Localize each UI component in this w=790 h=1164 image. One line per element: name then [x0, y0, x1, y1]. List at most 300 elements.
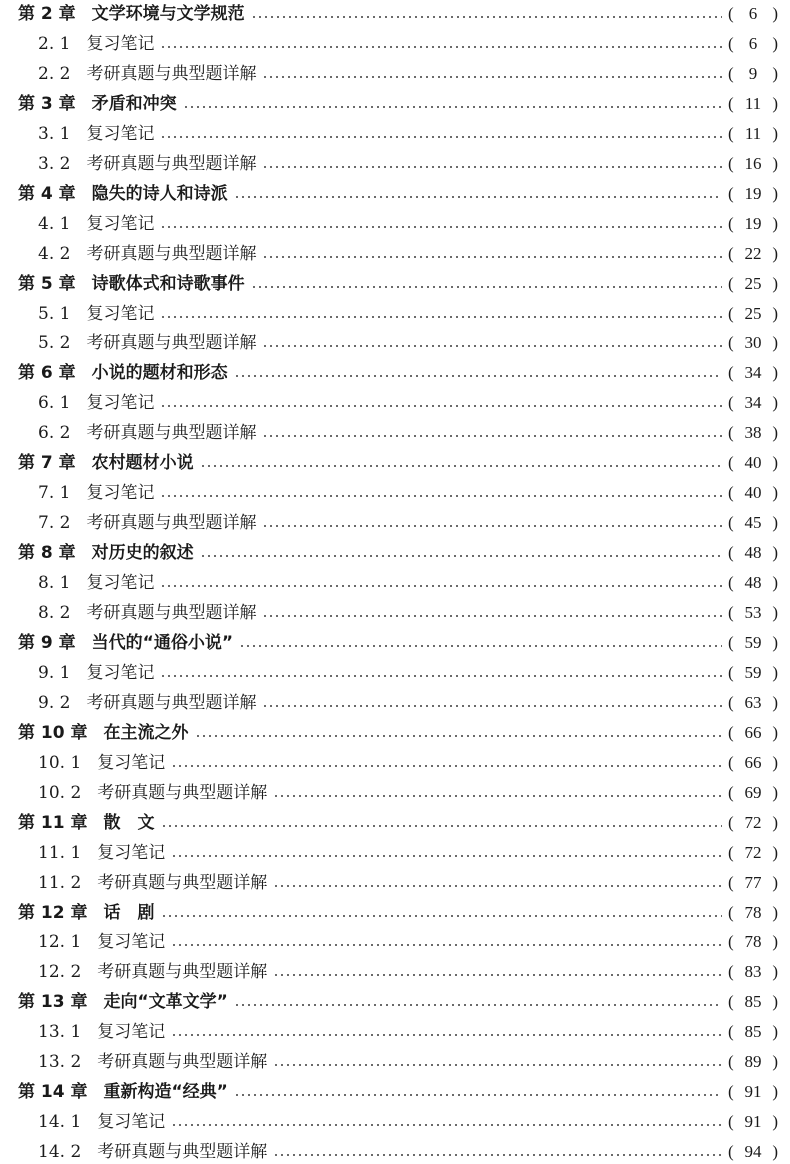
toc-entry-title: 考研真题与典型题详解 [86, 333, 257, 354]
toc-section-row[interactable] [0, 930, 790, 954]
toc-entry-title: 考研真题与典型题详解 [86, 692, 257, 713]
toc-entry-number: 13. 2 [38, 1052, 82, 1073]
toc-entry-number: 第 5 章 [18, 273, 76, 294]
toc-chapter-row[interactable] [0, 361, 790, 385]
toc-page-number: 48 [744, 573, 762, 593]
dot-leader [171, 1124, 722, 1126]
toc-page-number: 19 [744, 213, 762, 233]
toc-page-ref [728, 152, 778, 176]
dot-leader [262, 615, 722, 617]
toc-entry-number: 10. 2 [38, 782, 82, 803]
dot-leader [239, 645, 722, 647]
toc-page-number: 66 [744, 722, 762, 742]
toc-section-row[interactable] [0, 871, 790, 895]
right-paren: ) [772, 4, 778, 23]
toc-page-ref [728, 1110, 778, 1134]
toc-entry-title: 复习笔记 [86, 393, 155, 414]
left-paren: ( [728, 423, 734, 443]
left-paren: ( [728, 333, 734, 353]
right-paren: ) [772, 393, 778, 413]
toc-page-ref [728, 122, 778, 146]
dot-leader [171, 765, 722, 767]
toc-page-number: 85 [744, 1022, 762, 1042]
dot-leader [160, 405, 722, 407]
dot-leader [160, 46, 722, 48]
right-paren: ) [772, 603, 778, 622]
toc-entry-number: 11. 1 [38, 842, 82, 863]
toc-entry-number: 第 13 章 [18, 992, 88, 1013]
toc-page-ref [728, 960, 778, 984]
toc-page-number: 34 [744, 393, 762, 413]
toc-page-number: 59 [744, 662, 762, 682]
toc-page-number: 78 [744, 902, 762, 922]
toc-entry-title: 考研真题与典型题详解 [97, 962, 268, 983]
toc-section-row[interactable] [0, 481, 790, 505]
dot-leader [262, 166, 722, 168]
toc-page-number: 45 [744, 513, 762, 533]
left-paren: ( [728, 33, 734, 53]
toc-entry-title: 复习笔记 [86, 213, 155, 234]
toc-section-row[interactable] [0, 960, 790, 984]
dot-leader [234, 1004, 722, 1006]
toc-section-row[interactable] [0, 1140, 790, 1164]
toc-entry-number: 第 7 章 [18, 453, 76, 474]
toc-page-number: 6 [748, 4, 758, 23]
toc-entry-number: 第 3 章 [18, 93, 76, 114]
toc-entry-number: 2. 2 [38, 63, 71, 84]
toc-entry-title: 矛盾和冲突 [91, 93, 177, 114]
toc-entry-title: 考研真题与典型题详解 [97, 782, 268, 803]
dot-leader [171, 855, 722, 857]
right-paren: ) [772, 692, 778, 712]
dot-leader [183, 106, 722, 108]
dot-leader [160, 226, 722, 228]
toc-entry-title: 考研真题与典型题详解 [97, 1052, 268, 1073]
toc-chapter-row[interactable] [0, 990, 790, 1014]
left-paren: ( [728, 393, 734, 413]
toc-entry-number: 3. 1 [38, 123, 71, 144]
right-paren: ) [772, 303, 778, 323]
toc-page-ref [728, 841, 778, 865]
toc-entry-title: 考研真题与典型题详解 [86, 153, 257, 174]
toc-section-row[interactable] [0, 841, 790, 865]
toc-entry-title: 考研真题与典型题详解 [86, 513, 257, 534]
toc-section-row[interactable] [0, 1020, 790, 1044]
toc-entry-number: 12. 2 [38, 962, 82, 983]
right-paren: ) [772, 962, 778, 982]
toc-section-row[interactable] [0, 242, 790, 266]
toc-page-ref [728, 811, 778, 835]
right-paren: ) [772, 812, 778, 832]
right-paren: ) [772, 183, 778, 203]
right-paren: ) [772, 902, 778, 922]
left-paren: ( [728, 872, 734, 892]
dot-leader [160, 316, 722, 318]
toc-section-row[interactable] [0, 601, 790, 625]
toc-section-row[interactable] [0, 691, 790, 715]
left-paren: ( [728, 603, 734, 622]
right-paren: ) [772, 93, 778, 113]
right-paren: ) [772, 123, 778, 143]
toc-page-ref [728, 1140, 778, 1164]
right-paren: ) [772, 1142, 778, 1162]
toc-entry-title: 复习笔记 [97, 1112, 166, 1133]
left-paren: ( [728, 692, 734, 712]
right-paren: ) [772, 543, 778, 563]
toc-entry-number: 4. 2 [38, 243, 71, 264]
toc-page-ref [728, 302, 778, 326]
toc-page-ref [728, 901, 778, 925]
toc-page-ref [728, 272, 778, 296]
toc-entry-title: 小说的题材和形态 [91, 363, 228, 384]
toc-entry-number: 10. 1 [38, 752, 82, 773]
toc-entry-number: 第 4 章 [18, 183, 76, 204]
right-paren: ) [772, 992, 778, 1012]
right-paren: ) [772, 243, 778, 263]
toc-section-row[interactable] [0, 1110, 790, 1134]
toc-page-number: 72 [744, 842, 762, 862]
right-paren: ) [772, 33, 778, 53]
toc-page-number: 53 [744, 603, 762, 622]
left-paren: ( [728, 153, 734, 173]
toc-page-number: 59 [744, 632, 762, 652]
toc-page-ref [728, 930, 778, 954]
toc-entry-title: 考研真题与典型题详解 [86, 243, 257, 264]
toc-entry-title: 复习笔记 [86, 123, 155, 144]
toc-section-row[interactable] [0, 751, 790, 775]
left-paren: ( [728, 1082, 734, 1102]
toc-entry-title: 复习笔记 [97, 842, 166, 863]
toc-page-ref [728, 541, 778, 565]
toc-chapter-row[interactable] [0, 541, 790, 565]
right-paren: ) [772, 1112, 778, 1132]
dot-leader [160, 136, 722, 138]
right-paren: ) [772, 483, 778, 503]
left-paren: ( [728, 1112, 734, 1132]
toc-page-number: 38 [744, 423, 762, 443]
left-paren: ( [728, 93, 734, 113]
toc-entry-number: 6. 1 [38, 393, 71, 414]
right-paren: ) [772, 273, 778, 293]
left-paren: ( [728, 483, 734, 503]
toc-entry-number: 9. 2 [38, 692, 71, 713]
toc-page-number: 91 [744, 1112, 762, 1132]
dot-leader [273, 1064, 722, 1066]
right-paren: ) [772, 782, 778, 802]
toc-page-ref [728, 571, 778, 595]
toc-entry-number: 9. 1 [38, 662, 71, 683]
left-paren: ( [728, 183, 734, 203]
toc-section-row[interactable] [0, 661, 790, 685]
toc-entry-number: 4. 1 [38, 213, 71, 234]
toc-page-number: 89 [744, 1052, 762, 1072]
toc-page-ref [728, 601, 778, 625]
dot-leader [160, 495, 722, 497]
left-paren: ( [728, 573, 734, 593]
dot-leader [273, 885, 722, 887]
toc-section-row[interactable] [0, 391, 790, 415]
left-paren: ( [728, 243, 734, 263]
toc-chapter-row[interactable] [0, 92, 790, 116]
right-paren: ) [772, 213, 778, 233]
left-paren: ( [728, 722, 734, 742]
toc-chapter-row[interactable] [0, 451, 790, 475]
left-paren: ( [728, 752, 734, 772]
toc-page-number: 19 [744, 183, 762, 203]
left-paren: ( [728, 1052, 734, 1072]
toc-entry-title: 农村题材小说 [91, 453, 194, 474]
dot-leader [251, 286, 722, 288]
toc-entry-number: 第 10 章 [18, 722, 88, 743]
toc-section-row[interactable] [0, 511, 790, 535]
toc-page-ref [728, 1080, 778, 1104]
left-paren: ( [728, 543, 734, 563]
toc-page-number: 48 [744, 543, 762, 563]
toc-entry-number: 第 11 章 [18, 812, 88, 833]
toc-page-number: 40 [744, 453, 762, 473]
toc-entry-title: 诗歌体式和诗歌事件 [91, 273, 245, 294]
toc-section-row[interactable] [0, 302, 790, 326]
toc-page-number: 94 [744, 1142, 762, 1162]
toc-chapter-row[interactable] [0, 631, 790, 655]
right-paren: ) [772, 842, 778, 862]
toc-page-ref [728, 331, 778, 355]
toc-entry-title: 复习笔记 [86, 662, 155, 683]
right-paren: ) [772, 872, 778, 892]
dot-leader [161, 915, 723, 917]
toc-page-ref [728, 421, 778, 445]
toc-entry-title: 复习笔记 [97, 1022, 166, 1043]
toc-entry-number: 7. 2 [38, 513, 71, 534]
toc-page-number: 34 [744, 363, 762, 383]
toc-section-row[interactable] [0, 571, 790, 595]
toc-page-ref [728, 481, 778, 505]
toc-entry-number: 11. 2 [38, 872, 82, 893]
toc-page-ref [728, 1020, 778, 1044]
toc-section-row[interactable] [0, 152, 790, 176]
toc-page-ref [728, 871, 778, 895]
toc-entry-title: 复习笔记 [86, 483, 155, 504]
toc-page-number: 22 [744, 243, 762, 263]
toc-entry-number: 13. 1 [38, 1022, 82, 1043]
left-paren: ( [728, 123, 734, 143]
dot-leader [262, 256, 722, 258]
toc-page-number: 77 [744, 872, 762, 892]
left-paren: ( [728, 932, 734, 952]
toc-page-number: 72 [744, 812, 762, 832]
toc-entry-title: 考研真题与典型题详解 [86, 603, 257, 623]
left-paren: ( [728, 513, 734, 533]
toc-entry-number: 第 12 章 [18, 902, 88, 923]
toc-entry-number: 第 9 章 [18, 632, 76, 653]
toc-entry-title: 重新构造“经典” [103, 1082, 228, 1103]
toc-page-ref [728, 62, 778, 86]
toc-entry-number: 第 2 章 [18, 4, 76, 24]
toc-page-ref [728, 212, 778, 236]
right-paren: ) [772, 363, 778, 383]
right-paren: ) [772, 662, 778, 682]
dot-leader [262, 525, 722, 527]
toc-entry-number: 第 8 章 [18, 543, 76, 564]
toc-page-number: 9 [748, 63, 758, 83]
right-paren: ) [772, 423, 778, 443]
toc-section-row[interactable] [0, 781, 790, 805]
toc-page-ref [728, 691, 778, 715]
right-paren: ) [772, 1022, 778, 1042]
toc-page-ref [728, 32, 778, 56]
left-paren: ( [728, 992, 734, 1012]
left-paren: ( [728, 363, 734, 383]
toc-page-number: 25 [744, 273, 762, 293]
left-paren: ( [728, 63, 734, 83]
dot-leader [195, 735, 723, 737]
left-paren: ( [728, 1022, 734, 1042]
toc-entry-title: 文学环境与文学规范 [91, 4, 245, 24]
right-paren: ) [772, 63, 778, 83]
left-paren: ( [728, 303, 734, 323]
toc-entry-title: 散 文 [103, 812, 155, 833]
dot-leader [234, 375, 722, 377]
right-paren: ) [772, 632, 778, 652]
dot-leader [251, 16, 722, 18]
dot-leader [273, 974, 722, 976]
toc-section-row[interactable] [0, 421, 790, 445]
toc-page-ref [728, 1050, 778, 1074]
left-paren: ( [728, 4, 734, 23]
toc-page-number: 83 [744, 962, 762, 982]
left-paren: ( [728, 662, 734, 682]
toc-page-ref [728, 511, 778, 535]
toc-page-number: 78 [744, 932, 762, 952]
toc-chapter-row[interactable] [0, 1080, 790, 1104]
toc-section-row[interactable] [0, 32, 790, 56]
toc-chapter-row[interactable] [0, 272, 790, 296]
toc-entry-title: 当代的“通俗小说” [91, 632, 234, 653]
dot-leader [273, 795, 722, 797]
toc-section-row[interactable] [0, 212, 790, 236]
toc-entry-title: 考研真题与典型题详解 [86, 63, 257, 84]
left-paren: ( [728, 273, 734, 293]
toc-entry-number: 7. 1 [38, 483, 71, 504]
dot-leader [160, 675, 722, 677]
left-paren: ( [728, 213, 734, 233]
toc-page-number: 40 [744, 483, 762, 503]
toc-entry-title: 在主流之外 [103, 722, 189, 743]
toc-section-row[interactable] [0, 1050, 790, 1074]
toc-page-ref [728, 631, 778, 655]
toc-section-row[interactable] [0, 331, 790, 355]
toc-page-number: 66 [744, 752, 762, 772]
toc-entry-title: 考研真题与典型题详解 [97, 1142, 268, 1163]
toc-entry-number: 8. 2 [38, 603, 71, 623]
toc-chapter-row[interactable] [0, 901, 790, 925]
toc-chapter-row[interactable] [0, 182, 790, 206]
right-paren: ) [772, 153, 778, 173]
toc-entry-title: 复习笔记 [86, 303, 155, 324]
toc-entry-number: 14. 2 [38, 1142, 82, 1163]
toc-entry-number: 第 14 章 [18, 1082, 88, 1103]
left-paren: ( [728, 902, 734, 922]
dot-leader [262, 345, 722, 347]
toc-entry-number: 5. 2 [38, 333, 71, 354]
left-paren: ( [728, 453, 734, 473]
right-paren: ) [772, 453, 778, 473]
right-paren: ) [772, 1052, 778, 1072]
toc-chapter-row[interactable] [0, 2, 790, 26]
toc-entry-title: 隐失的诗人和诗派 [91, 183, 228, 204]
toc-entry-title: 复习笔记 [97, 932, 166, 953]
left-paren: ( [728, 1142, 734, 1162]
toc-page-ref [728, 2, 778, 26]
toc-entry-title: 考研真题与典型题详解 [97, 872, 268, 893]
right-paren: ) [772, 752, 778, 772]
toc-section-row[interactable] [0, 62, 790, 86]
toc-entry-title: 复习笔记 [97, 752, 166, 773]
toc-page-number: 11 [744, 123, 762, 143]
toc-entry-number: 3. 2 [38, 153, 71, 174]
dot-leader [200, 555, 722, 557]
dot-leader [200, 465, 722, 467]
right-paren: ) [772, 722, 778, 742]
toc-page-ref [728, 990, 778, 1014]
right-paren: ) [772, 513, 778, 533]
toc-entry-number: 8. 1 [38, 573, 71, 594]
toc-entry-number: 5. 1 [38, 303, 71, 324]
dot-leader [262, 76, 722, 78]
left-paren: ( [728, 782, 734, 802]
toc-page-number: 63 [744, 692, 762, 712]
toc-chapter-row[interactable] [0, 721, 790, 745]
toc-page-ref [728, 781, 778, 805]
dot-leader [161, 825, 723, 827]
dot-leader [262, 705, 722, 707]
toc-entry-number: 第 6 章 [18, 363, 76, 384]
toc-chapter-row[interactable] [0, 811, 790, 835]
right-paren: ) [772, 932, 778, 952]
right-paren: ) [772, 333, 778, 353]
toc-entry-number: 2. 1 [38, 33, 71, 54]
dot-leader [171, 944, 722, 946]
dot-leader [262, 435, 722, 437]
toc-entry-title: 考研真题与典型题详解 [86, 423, 257, 444]
dot-leader [234, 196, 722, 198]
toc-section-row[interactable] [0, 122, 790, 146]
left-paren: ( [728, 812, 734, 832]
toc-page-ref [728, 92, 778, 116]
toc-page-number: 69 [744, 782, 762, 802]
toc-entry-title: 话 剧 [103, 902, 155, 923]
left-paren: ( [728, 842, 734, 862]
toc-entry-number: 6. 2 [38, 423, 71, 444]
toc-page-ref [728, 361, 778, 385]
toc-page-ref [728, 391, 778, 415]
dot-leader [171, 1034, 722, 1036]
toc-page-number: 85 [744, 992, 762, 1012]
toc-page-ref [728, 661, 778, 685]
toc-entry-number: 12. 1 [38, 932, 82, 953]
toc-entry-title: 复习笔记 [86, 33, 155, 54]
toc-entry-title: 走向“文革文学” [103, 992, 228, 1013]
toc-entry-title: 复习笔记 [86, 573, 155, 594]
toc-page-ref [728, 451, 778, 475]
toc-entry-number: 14. 1 [38, 1112, 82, 1133]
dot-leader [234, 1094, 722, 1096]
toc-entry-title: 对历史的叙述 [91, 543, 194, 564]
toc-page-number: 91 [744, 1082, 762, 1102]
left-paren: ( [728, 962, 734, 982]
toc-page-number: 25 [744, 303, 762, 323]
left-paren: ( [728, 632, 734, 652]
